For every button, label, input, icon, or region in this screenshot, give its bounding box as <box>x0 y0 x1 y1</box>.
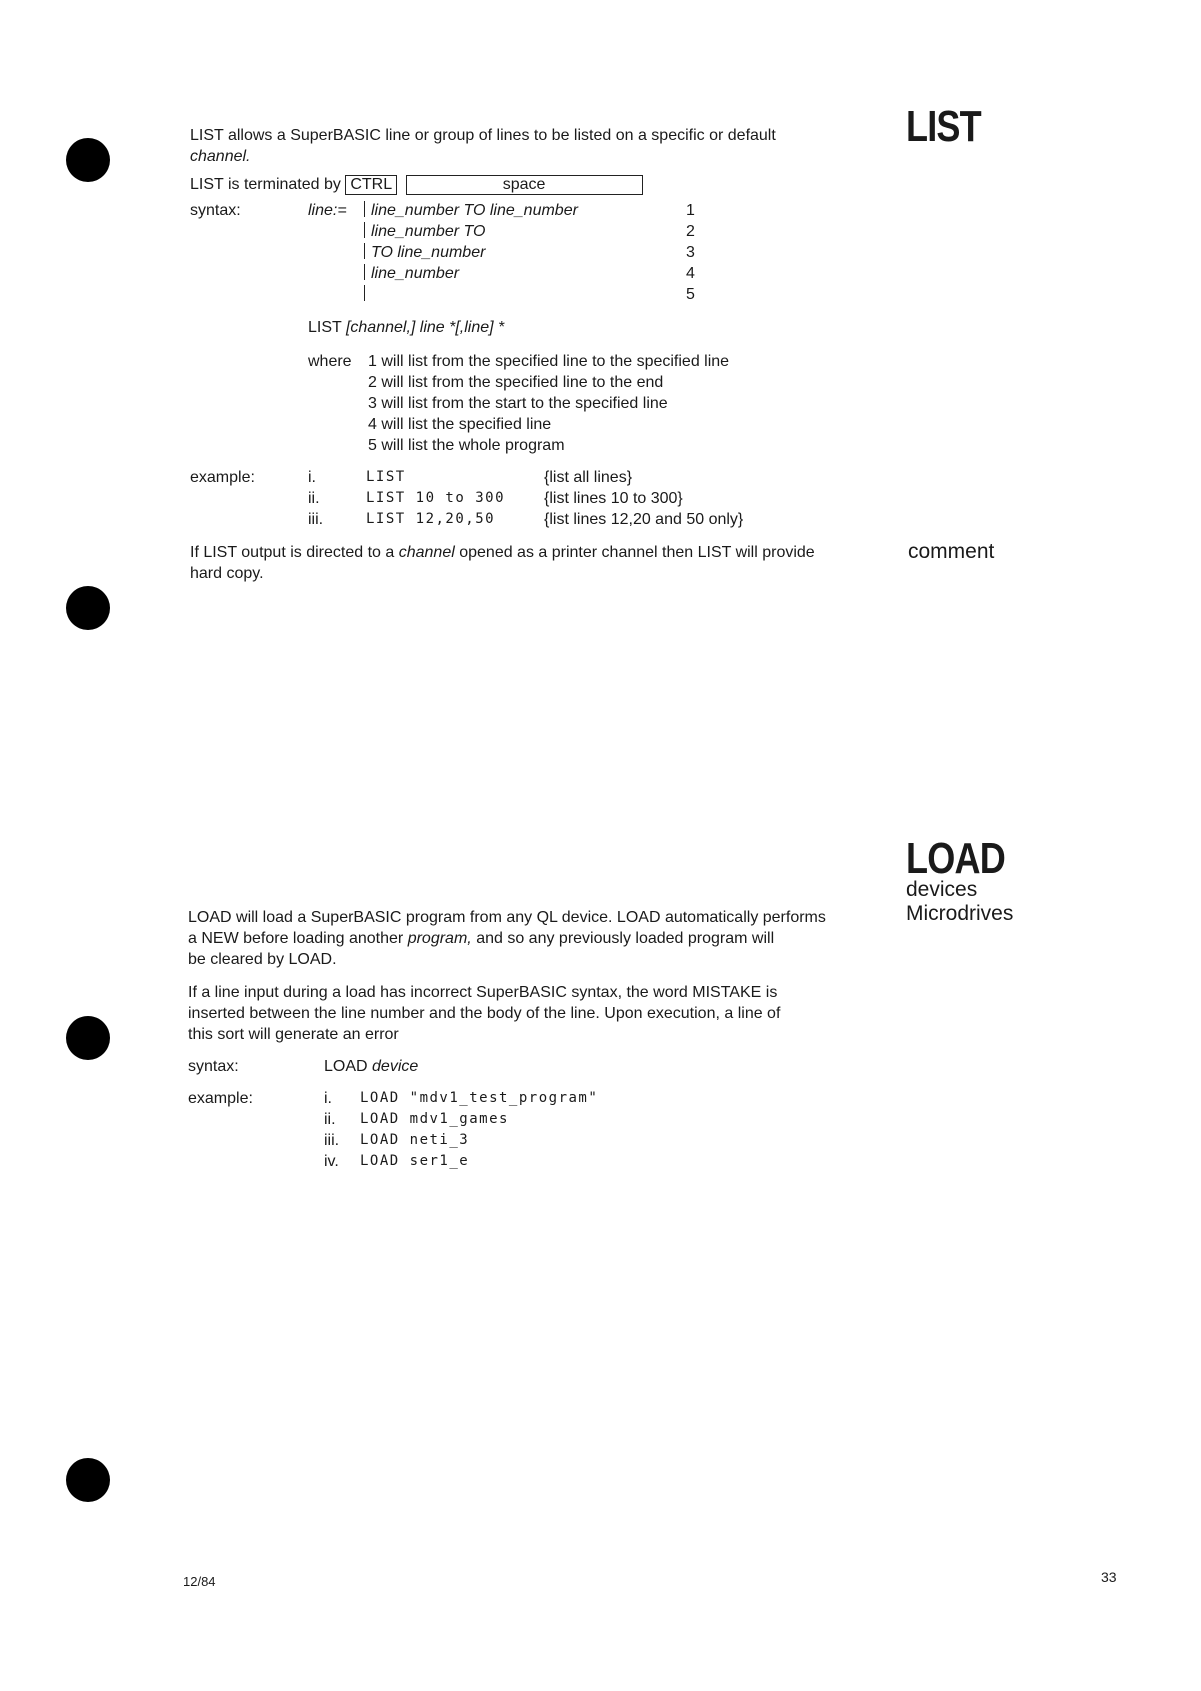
where-label: where <box>308 353 352 370</box>
load-example-label: example: <box>188 1090 253 1107</box>
list-syntax-label: syntax: <box>190 202 241 219</box>
load-example-num-1: i. <box>324 1090 332 1107</box>
load-example-num-4: iv. <box>324 1153 339 1170</box>
list-example-label: example: <box>190 469 255 486</box>
load-example-num-3: iii. <box>324 1132 340 1149</box>
syntax-cmd: LIST <box>308 319 342 336</box>
load-para2-line1: If a line input during a load has incorrect SuperBASIC syntax, the word MISTAKE is <box>188 984 778 1001</box>
where-item-5: 5 will list the whole program <box>368 437 565 454</box>
list-comment-line1 <box>190 542 815 563</box>
list-example-comment-3: {list lines 12,20 and 50 only} <box>544 511 744 528</box>
load-para2-line2: inserted between the line number and the body of the line. Upon execution, a line of <box>188 1005 781 1022</box>
line-def-2 <box>364 221 485 242</box>
load-example-code-4: LOAD ser1_e <box>360 1153 470 1169</box>
terminated-text: LIST is terminated by <box>190 176 341 193</box>
load-example-code-2: LOAD mdv1_games <box>360 1111 509 1127</box>
syntax-args: [channel,] line *[,line] * <box>345 319 505 336</box>
list-syntax-command <box>308 317 504 338</box>
where-item-1: 1 will list from the specified line to the specified line <box>368 353 730 370</box>
line-def-1 <box>364 200 578 221</box>
comment-part-a: If LIST output is directed to a <box>190 544 395 561</box>
list-heading: LIST <box>906 102 981 151</box>
line-def-text: line_number TO line_number <box>371 202 578 219</box>
line-def-text: line_number TO <box>371 223 486 240</box>
binder-hole-4 <box>66 1458 110 1502</box>
list-terminated <box>190 174 643 195</box>
list-example-num-2: ii. <box>308 490 320 507</box>
para1-program: program, <box>407 930 472 947</box>
list-example-code-2: LIST 10 to 300 <box>366 490 506 506</box>
load-example-code-1: LOAD "mdv1_test_program" <box>360 1090 599 1106</box>
load-para1-line1: LOAD will load a SuperBASIC program from any QL device. LOAD automatically performs <box>188 909 826 926</box>
list-example-comment-1: {list all lines} <box>544 469 633 486</box>
load-para1-line3: be cleared by LOAD. <box>188 951 337 968</box>
load-example-num-2: ii. <box>324 1111 336 1128</box>
para1-part-a: a NEW before loading another <box>188 930 404 947</box>
load-para1-line2 <box>188 928 774 949</box>
where-item-4: 4 will list the specified line <box>368 416 552 433</box>
where-item-2: 2 will list from the specified line to the end <box>368 374 664 391</box>
line-def-3 <box>364 242 485 263</box>
line-def-label: line:= <box>308 202 347 219</box>
load-side-microdrives: Microdrives <box>906 902 1014 925</box>
comment-side-label: comment <box>908 540 995 563</box>
load-syntax-label: syntax: <box>188 1058 239 1075</box>
binder-hole-2 <box>66 586 110 630</box>
list-example-comment-2: {list lines 10 to 300} <box>544 490 683 507</box>
load-example-code-3: LOAD neti_3 <box>360 1132 470 1148</box>
ctrl-key: CTRL <box>345 175 397 195</box>
comment-channel: channel <box>398 544 455 561</box>
load-syntax-arg: device <box>372 1058 419 1075</box>
list-intro-line1: LIST allows a SuperBASIC line or group of lines to be listed on a specific or default <box>190 127 776 144</box>
line-def-text: line_number <box>371 265 460 282</box>
where-item-3: 3 will list from the start to the specified line <box>368 395 668 412</box>
list-example-num-1: i. <box>308 469 316 486</box>
line-def-num-4: 4 <box>686 265 695 282</box>
binder-hole-1 <box>66 138 110 182</box>
line-def-num-1: 1 <box>686 202 695 219</box>
load-heading: LOAD <box>906 834 1005 883</box>
list-example-num-3: iii. <box>308 511 324 528</box>
line-def-num-5: 5 <box>686 286 695 303</box>
list-example-code-3: LIST 12,20,50 <box>366 511 496 527</box>
line-def-5 <box>364 284 371 305</box>
list-intro-channel: channel. <box>190 148 251 165</box>
space-key: space <box>406 175 643 195</box>
line-def-num-3: 3 <box>686 244 695 261</box>
load-syntax <box>324 1056 418 1077</box>
line-def-4 <box>364 263 459 284</box>
load-para2-line3: this sort will generate an error <box>188 1026 399 1043</box>
para1-part-b: and so any previously loaded program will <box>476 930 775 947</box>
line-def-num-2: 2 <box>686 223 695 240</box>
comment-part-b: opened as a printer channel then LIST will provide <box>459 544 815 561</box>
list-example-code-1: LIST <box>366 469 406 485</box>
list-comment-line2: hard copy. <box>190 565 264 582</box>
footer-date: 12/84 <box>183 1574 216 1589</box>
binder-hole-3 <box>66 1016 110 1060</box>
line-def-text: TO line_number <box>371 244 486 261</box>
load-side-devices: devices <box>906 878 978 901</box>
page-number: 33 <box>1101 1569 1117 1585</box>
load-syntax-cmd: LOAD <box>324 1058 368 1075</box>
